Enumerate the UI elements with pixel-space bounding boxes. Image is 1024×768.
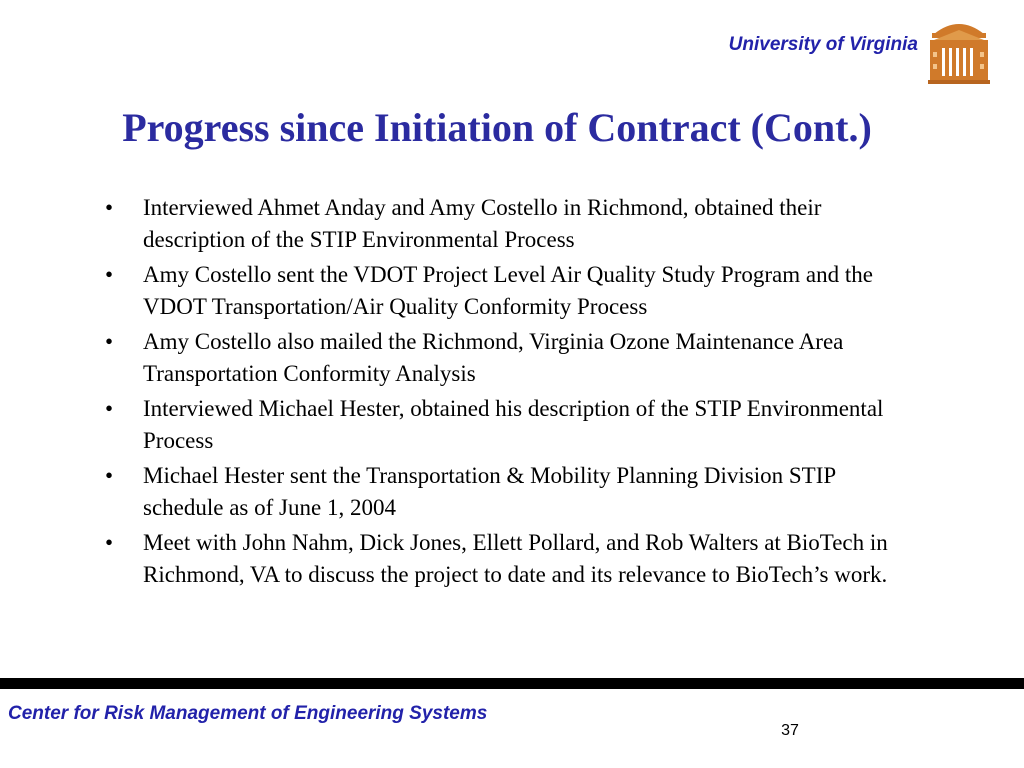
bullet-glyph: • [105, 530, 114, 555]
page-number: 37 [781, 722, 799, 739]
bullet-glyph: • [105, 329, 114, 354]
bullet-item [105, 192, 895, 255]
footer-organization: Center for Risk Management of Engineering Systems [8, 703, 488, 724]
bullet-text: Michael Hester sent the Transportation & Mobility Planning Division STIP schedule as of June 1, 2004 [143, 463, 836, 520]
university-name: University of Virginia [728, 34, 918, 55]
bullet-text: Amy Costello sent the VDOT Project Level Air Quality Study Program and the VDOT Transportation/Air Quality Conformity Process [143, 262, 873, 319]
footer-divider [0, 678, 1024, 689]
bullet-list [105, 192, 895, 594]
bullet-item [105, 326, 895, 389]
bullet-text: Interviewed Ahmet Anday and Amy Costello in Richmond, obtained their description of the STIP Environmental Process [143, 195, 822, 252]
bullet-item [105, 259, 895, 322]
bullet-glyph: • [105, 262, 114, 287]
bullet-text: Amy Costello also mailed the Richmond, Virginia Ozone Maintenance Area Transportation Conformity Analysis [143, 329, 844, 386]
bullet-glyph: • [105, 195, 114, 220]
slide-title: Progress since Initiation of Contract (Cont.) [122, 105, 872, 150]
rotunda-logo-icon [928, 14, 990, 86]
bullet-item [105, 460, 895, 523]
bullet-text: Interviewed Michael Hester, obtained his description of the STIP Environmental Process [143, 396, 884, 453]
bullet-item [105, 527, 895, 590]
bullet-text: Meet with John Nahm, Dick Jones, Ellett Pollard, and Rob Walters at BioTech in Richmond, VA to discuss the project to date and its relevance to BioTech’s work. [143, 530, 888, 587]
bullet-glyph: • [105, 396, 114, 421]
bullet-item [105, 393, 895, 456]
bullet-glyph: • [105, 463, 114, 488]
